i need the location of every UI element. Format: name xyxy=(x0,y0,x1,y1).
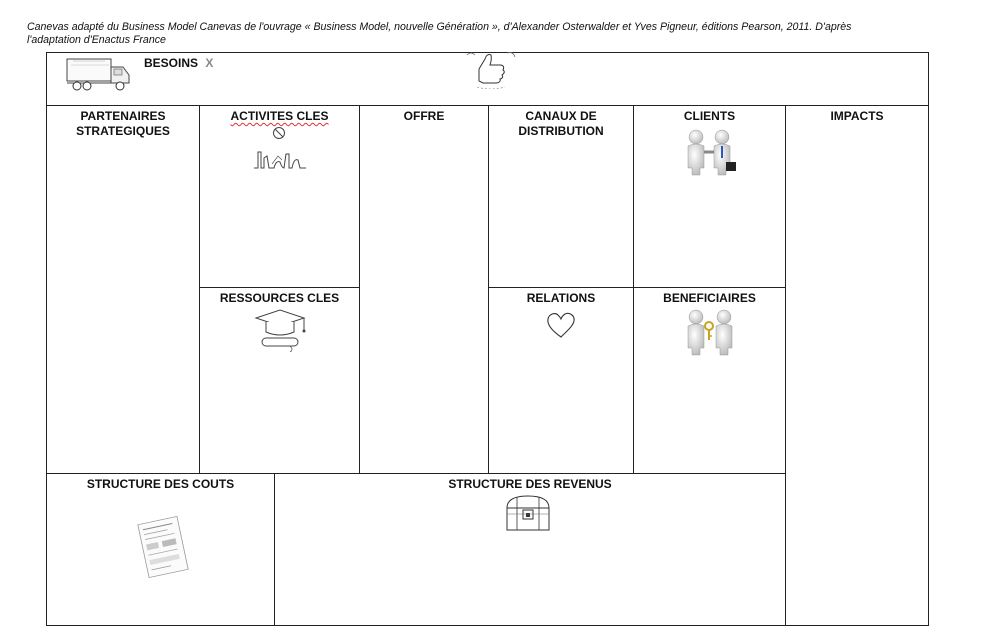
besoins-block[interactable] xyxy=(46,52,929,106)
partenaires-title-line-2: STRATEGIQUES xyxy=(76,124,170,138)
activites-cles-block[interactable] xyxy=(199,105,360,288)
city-sketch-icon xyxy=(252,142,308,172)
clients-title: CLIENTS xyxy=(683,109,736,123)
relations-title: RELATIONS xyxy=(526,291,596,305)
partenaires-title-line-1: PARTENAIRES xyxy=(80,109,166,123)
canaux-title-line-2: DISTRIBUTION xyxy=(518,124,604,138)
graduation-cap-icon xyxy=(250,306,310,352)
receipt-icon xyxy=(133,514,193,580)
structure-revenus-block[interactable] xyxy=(274,473,786,626)
besoins-mark: X xyxy=(205,56,214,70)
activites-title xyxy=(200,109,359,124)
offre-title: OFFRE xyxy=(403,109,445,123)
partenaires-title xyxy=(47,109,199,139)
couts-title: STRUCTURE DES COUTS xyxy=(86,477,235,491)
clients-block[interactable] xyxy=(633,105,786,288)
impacts-block[interactable] xyxy=(785,105,929,626)
canaux-title xyxy=(489,109,633,139)
besoins-title xyxy=(144,56,213,70)
caption-line-1: Canevas adapté du Business Model Canevas de l'ouvrage « Business Model, nouvelle Génération », d'Alexander Osterwalder et Yves Pigneur, éditions Pearson, 2011. D'après xyxy=(27,21,852,33)
partenaires-strategiques-block[interactable] xyxy=(46,105,200,474)
key-exchange-icon xyxy=(682,308,738,356)
besoins-label: BESOINS xyxy=(144,56,199,70)
activites-title-text: ACTIVITES CLES xyxy=(230,109,329,123)
prohibited-icon xyxy=(272,126,286,140)
canaux-distribution-block[interactable] xyxy=(488,105,634,288)
ressources-title: RESSOURCES CLES xyxy=(219,291,340,305)
beneficiaires-block[interactable] xyxy=(633,287,786,474)
truck-icon xyxy=(65,55,133,93)
caption-line-2: l'adaptation d'Enactus France xyxy=(27,34,166,46)
handshake-icon xyxy=(682,128,738,176)
canaux-title-line-1: CANAUX DE xyxy=(525,109,597,123)
treasure-chest-icon xyxy=(503,492,553,534)
revenus-title: STRUCTURE DES REVENUS xyxy=(448,477,612,491)
source-caption xyxy=(27,21,972,47)
thumbs-up-icon xyxy=(461,47,521,89)
impacts-title: IMPACTS xyxy=(830,109,884,123)
offre-block[interactable] xyxy=(359,105,489,474)
heart-icon xyxy=(545,310,577,340)
beneficiaires-title: BENEFICIAIRES xyxy=(663,291,756,305)
ressources-cles-block[interactable] xyxy=(199,287,360,474)
structure-couts-block[interactable] xyxy=(46,473,275,626)
relations-block[interactable] xyxy=(488,287,634,474)
